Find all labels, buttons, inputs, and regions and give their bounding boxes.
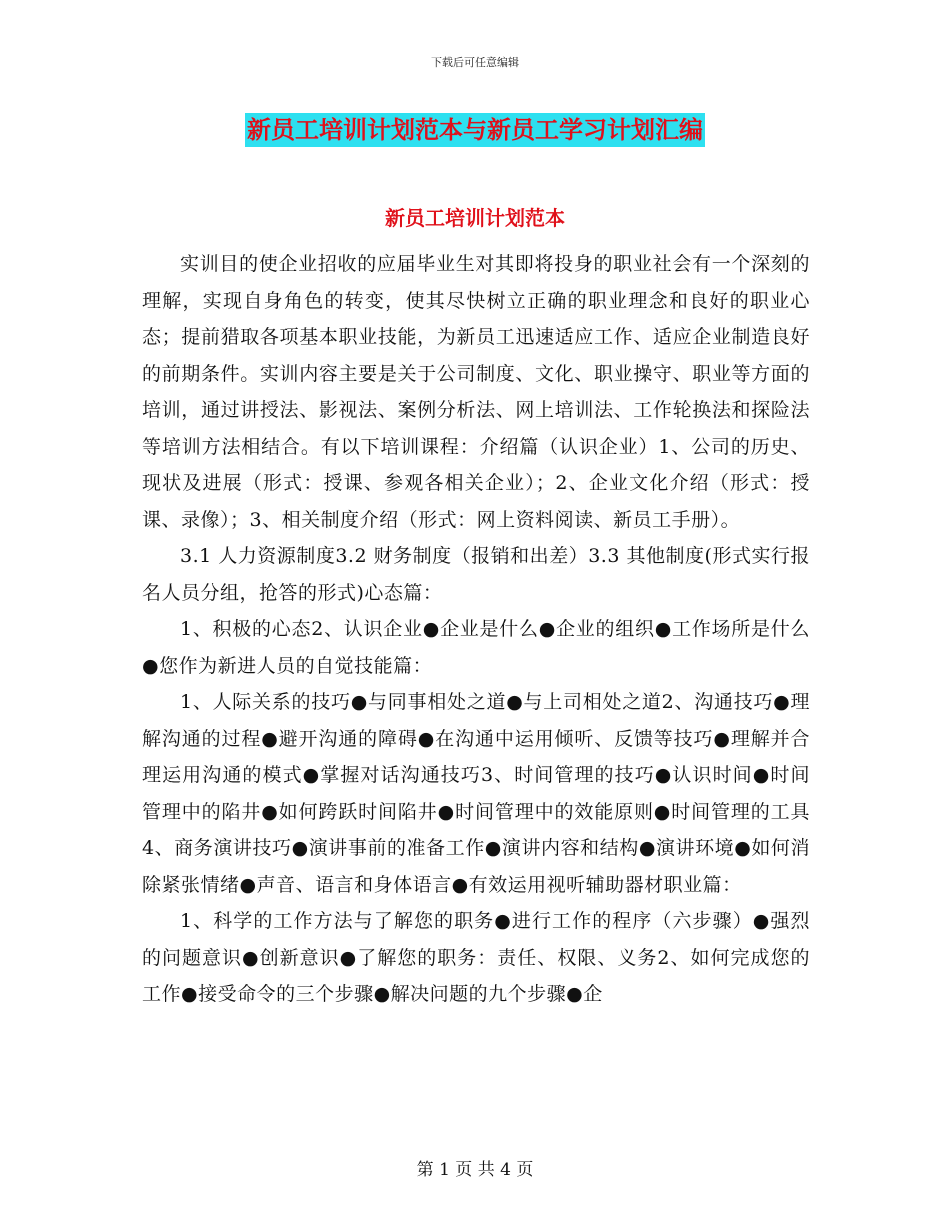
document-body [142,246,810,1013]
body-paragraph: 1、科学的工作方法与了解您的职务●进行工作的程序（六步骤）●强烈的问题意识●创新意识●了解您的职务：责任、权限、义务2、如何完成您的工作●接受命令的三个步骤●解决问题的九个步骤●企 [142,910,810,1005]
body-paragraph: 1、人际关系的技巧●与同事相处之道●与上司相处之道2、沟通技巧●理解沟通的过程●避开沟通的障碍●在沟通中运用倾听、反馈等技巧●理解并合理运用沟通的模式●掌握对话沟通技巧3、时间管理的技巧●认识时间●时间管理中的陷井●如何跨跃时间陷井●时间管理中的效能原则●时间管理的工具4、商务演讲技巧●演讲事前的准备工作●演讲内容和结构●演讲环境●如何消除紧张情绪●声音、语言和身体语言●有效运用视听辅助器材职业篇： [142,691,810,896]
body-paragraph: 实训目的使企业招收的应届毕业生对其即将投身的职业社会有一个深刻的理解，实现自身角色的转变，使其尽快树立正确的职业理念和良好的职业心态；提前猎取各项基本职业技能，为新员工迅速适应工作、适应企业制造良好的前期条件。实训内容主要是关于公司制度、文化、职业操守、职业等方面的培训，通过讲授法、影视法、案例分析法、网上培训法、工作轮换法和探险法等培训方法相结合。有以下培训课程：介绍篇（认识企业）1、公司的历史、现状及进展（形式：授课、参观各相关企业）；2、企业文化介绍（形式：授课、录像）；3、相关制度介绍（形式：网上资料阅读、新员工手册）。 [142,253,810,531]
body-paragraph: 3.1 人力资源制度3.2 财务制度（报销和出差）3.3 其他制度(形式实行报名人员分组，抢答的形式)心态篇： [142,545,810,604]
page-header-note: 下载后可任意编辑 [431,56,519,69]
section-title: 新员工培训计划范本 [385,206,565,230]
document-title-text: 新员工培训计划范本与新员工学习计划汇编 [245,113,705,147]
body-paragraph: 1、积极的心态2、认识企业●企业是什么●企业的组织●工作场所是什么●您作为新进人员的自觉技能篇： [142,618,810,677]
page-number: 第 1 页 共 4 页 [416,1160,534,1180]
document-title [0,113,950,147]
